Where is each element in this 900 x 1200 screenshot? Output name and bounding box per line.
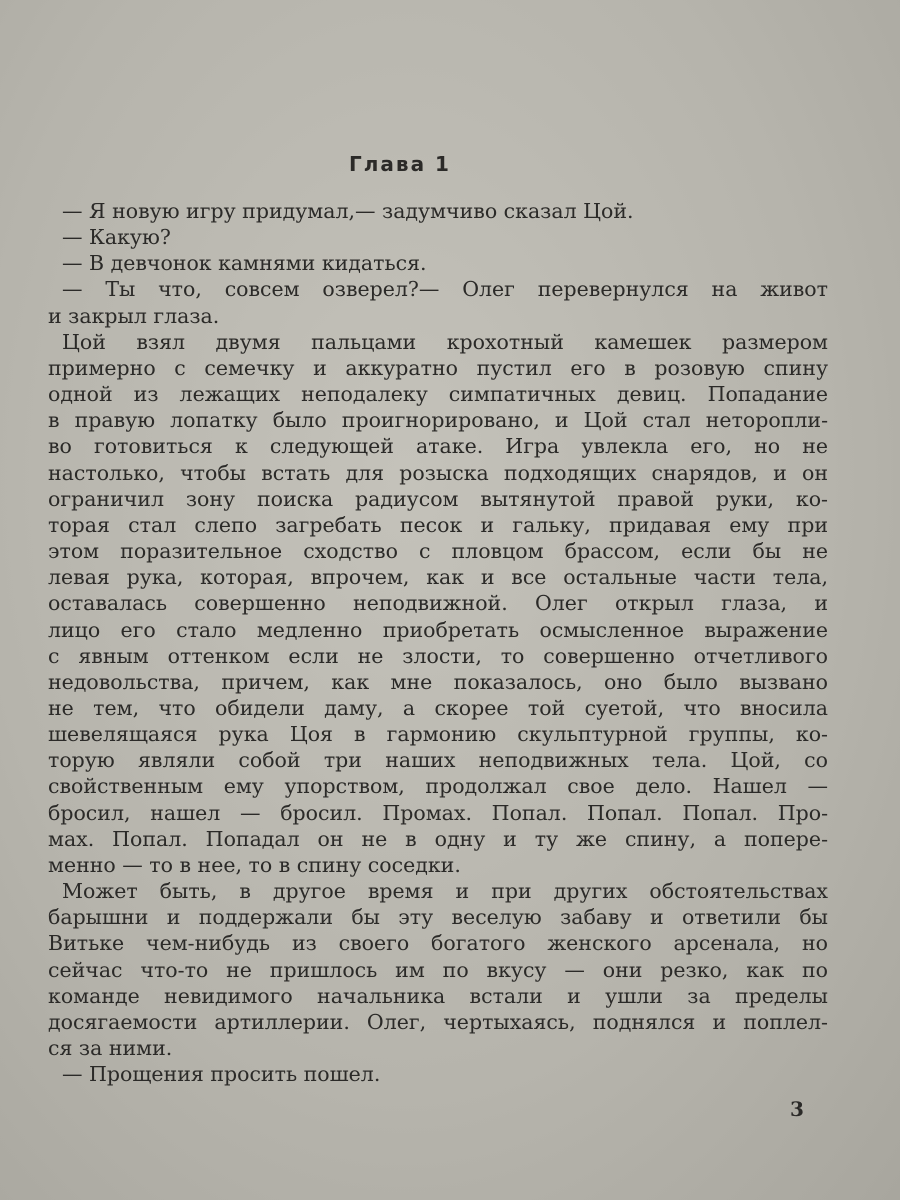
text-line: — В девчонок камнями кидаться. xyxy=(62,251,427,276)
text-line: примерно с семечку и аккуратно пустил его в розовую спину xyxy=(48,355,828,380)
text-line: лицо его стало медленно приобретать осмысленное выражение xyxy=(48,617,828,642)
text-line: барышни и поддержали бы эту веселую забаву и ответили бы xyxy=(48,905,828,930)
chapter-title: Глава 1 xyxy=(349,152,451,176)
text-line: торая стал слепо загребать песок и гальку, придавая ему при xyxy=(48,512,828,537)
text-line: в правую лопатку было проигнорировано, и Цой стал неторопли- xyxy=(48,408,828,433)
text-line: одной из лежащих неподалеку симпатичных девиц. Попадание xyxy=(48,382,828,407)
text-line: — Прощения просить пошел. xyxy=(62,1062,381,1087)
text-line: торую являли собой три наших неподвижных тела. Цой, со xyxy=(48,748,828,773)
text-line: и закрыл глаза. xyxy=(48,303,220,328)
text-line: Витьке чем-нибудь из своего богатого женского арсенала, но xyxy=(48,931,828,956)
text-line: свойственным ему упорством, продолжал свое дело. Нашел — xyxy=(48,774,828,799)
text-line: левая рука, которая, впрочем, как и все остальные части тела, xyxy=(48,565,828,590)
text-line: сейчас что-то не пришлось им по вкусу — они резко, как по xyxy=(48,957,828,982)
text-line: — Ты что, совсем озверел?— Олег перевернулся на живот xyxy=(62,277,828,302)
text-line: — Какую? xyxy=(62,225,171,250)
text-line: мах. Попал. Попадал он не в одну и ту же спину, а попере- xyxy=(48,826,828,851)
text-line: Может быть, в другое время и при других обстоятельствах xyxy=(62,879,828,904)
text-line: оставалась совершенно неподвижной. Олег открыл глаза, и xyxy=(48,591,828,616)
text-line: команде невидимого начальника встали и ушли за пределы xyxy=(48,983,828,1008)
text-line: ся за ними. xyxy=(48,1036,173,1060)
text-line: настолько, чтобы встать для розыска подходящих снарядов, и он xyxy=(48,460,828,485)
text-line: не тем, что обидели даму, а скорее той суетой, что вносила xyxy=(48,695,828,720)
body-text xyxy=(48,198,828,1087)
text-line: этом поразительное сходство с пловцом брассом, если бы не xyxy=(48,539,828,564)
text-line: Цой взял двумя пальцами крохотный камешек размером xyxy=(62,329,828,354)
text-line: менно — то в нее, то в спину соседки. xyxy=(48,852,461,877)
page-number: 3 xyxy=(790,1097,804,1121)
text-line: недовольства, причем, как мне показалось, оно было вызвано xyxy=(48,669,828,694)
text-line: бросил, нашел — бросил. Промах. Попал. Попал. Попал. Про- xyxy=(48,800,828,825)
text-line: с явным оттенком если не злости, то совершенно отчетливого xyxy=(48,643,828,668)
text-line: шевелящаяся рука Цоя в гармонию скульптурной группы, ко- xyxy=(48,722,828,747)
text-line: ограничил зону поиска радиусом вытянутой правой руки, ко- xyxy=(48,486,828,511)
text-line: во готовиться к следующей атаке. Игра увлекла его, но не xyxy=(48,434,828,459)
text-line: — Я новую игру придумал,— задумчиво сказал Цой. xyxy=(62,199,634,223)
text-line: досягаемости артиллерии. Олег, чертыхаясь, поднялся и поплел- xyxy=(48,1009,828,1034)
